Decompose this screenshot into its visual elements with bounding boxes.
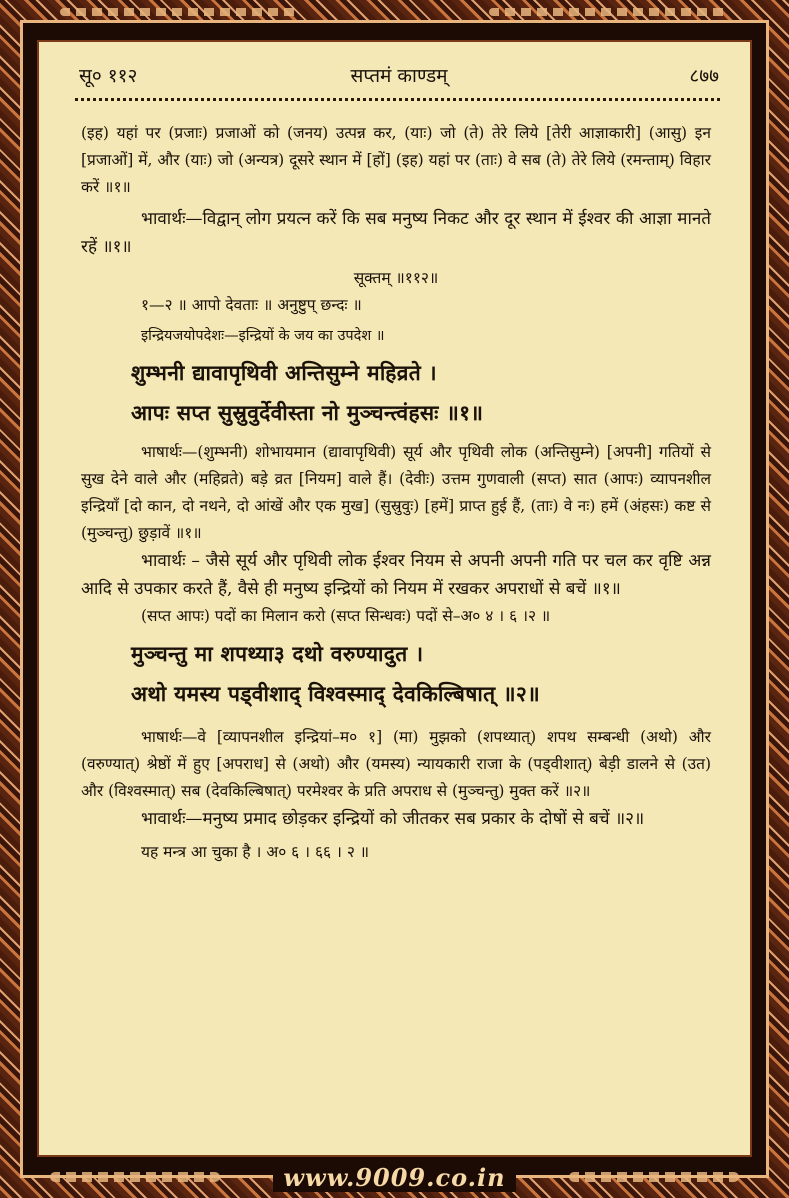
ornament-top-left	[60, 8, 300, 16]
mantra-1-line-1: शुम्भनी द्यावापृथिवी अन्तिसुम्ने महिव्रते ।	[131, 360, 437, 385]
mantra-2-line-1: मुञ्चन्तु मा शपथ्या३ दथो वरुण्यादुत ।	[131, 641, 424, 666]
bhavartha-1: भावार्थः—विद्वान् लोग प्रयत्न करें कि सब मनुष्य निकट और दूर स्थान में ईश्वर की आज्ञा मानते रहें ॥१॥	[81, 209, 711, 257]
kanda-title: सप्तमं काण्डम्	[350, 65, 448, 87]
bhashartha-1: भाषार्थः—(शुम्भनी) शोभायमान (द्यावापृथिवी) सूर्य और पृथिवी लोक (अन्तिसुम्ने) [अपनी] गतियों से सुख देने वाले और (महिव्रते) बड़े व्रत [नियम] वाले हैं। (देवीः) उत्तम गुणवाली (सप्त) सात (आपः) व्यापनशील इन्द्रियाँ [दो कान, दो नथने, दो आंखें और एक मुख] (सुस्रुवुः) [हमें] प्राप्त हुई हैं, (ताः) वे नः) हमें (अंहसः) कष्ट से (मुञ्चन्तु) छुड़ावें ॥१॥	[81, 443, 711, 542]
header-divider	[75, 98, 720, 101]
upadesha-line: इन्द्रियजयोपदेशः—इन्द्रियों के जय का उपदेश ॥	[141, 328, 385, 344]
website-link[interactable]: www.9009.co.in	[273, 1163, 515, 1192]
mantra-1-line-2: आपः सप्त सुस्रुवुर्देवीस्ता नो मुञ्चन्त्वंहसः ॥१॥	[131, 400, 484, 425]
book-page	[37, 40, 752, 1157]
sukta-number: सू० ११२	[79, 65, 138, 87]
sukta-heading: सूक्तम् ॥११२॥	[353, 269, 439, 287]
cross-reference-1: (सप्त आपः) पदों का मिलान करो (सप्त सिन्धवः) पदों से–अ० ४ । ६ ।२ ॥	[141, 607, 551, 625]
translation-paragraph-1: (इह) यहां पर (प्रजाः) प्रजाओं को (जनय) उत्पन्न कर, (याः) जो (ते) तेरे लिये [तेरी आज्ञाकारी] (आसु) इन [प्रजाओं] में, और (याः) जो (अन्यत्र) दूसरे स्थान में [हों] (इह) यहां पर (ताः) वे सब (ते) तेरे लिये (रमन्ताम्) विहार करें ॥१॥	[81, 124, 711, 196]
bhavartha-3: भावार्थः—मनुष्य प्रमाद छोड़कर इन्द्रियों को जीतकर सब प्रकार के दोषों से बचें ॥२॥	[141, 809, 645, 829]
page-number: ८७७	[689, 65, 719, 87]
page-header	[79, 62, 719, 88]
page-body	[81, 120, 711, 866]
bhashartha-2: भाषार्थः—वे [व्यापनशील इन्द्रियां–म० १] (मा) मुझको (शपथ्यात्) शपथ सम्बन्धी (अथो) और (वरुण्यात्) श्रेष्ठों में हुए [अपराध] से (अथो) और (यमस्य) न्यायकारी राजा के (पड्वीशात्) बेड़ी डालने से (उत) और (विश्वस्मात्) सब (देवकिल्बिषात्) परमेश्वर के प्रति अपराध से (मुञ्चन्तु) मुक्त करें ॥२॥	[81, 728, 711, 800]
footer	[0, 1163, 789, 1193]
cross-reference-2: यह मन्त्र आ चुका है । अ० ६ । ६६ । २ ॥	[141, 843, 370, 861]
devata-line: १—२ ॥ आपो देवताः ॥ अनुष्टुप् छन्दः ॥	[141, 296, 362, 314]
ornament-top-right	[489, 8, 729, 16]
bhavartha-2: भावार्थः – जैसे सूर्य और पृथिवी लोक ईश्वर नियम से अपनी अपनी गति पर चल कर वृष्टि अन्न आदि से उपकार करते हैं, वैसे ही मनुष्य इन्द्रियों को नियम में रखकर अपराधों से बचें ॥१॥	[81, 551, 711, 599]
mantra-2-line-2: अथो यमस्य पड्वीशाद् विश्वस्माद् देवकिल्बिषात् ॥२॥	[131, 681, 540, 706]
